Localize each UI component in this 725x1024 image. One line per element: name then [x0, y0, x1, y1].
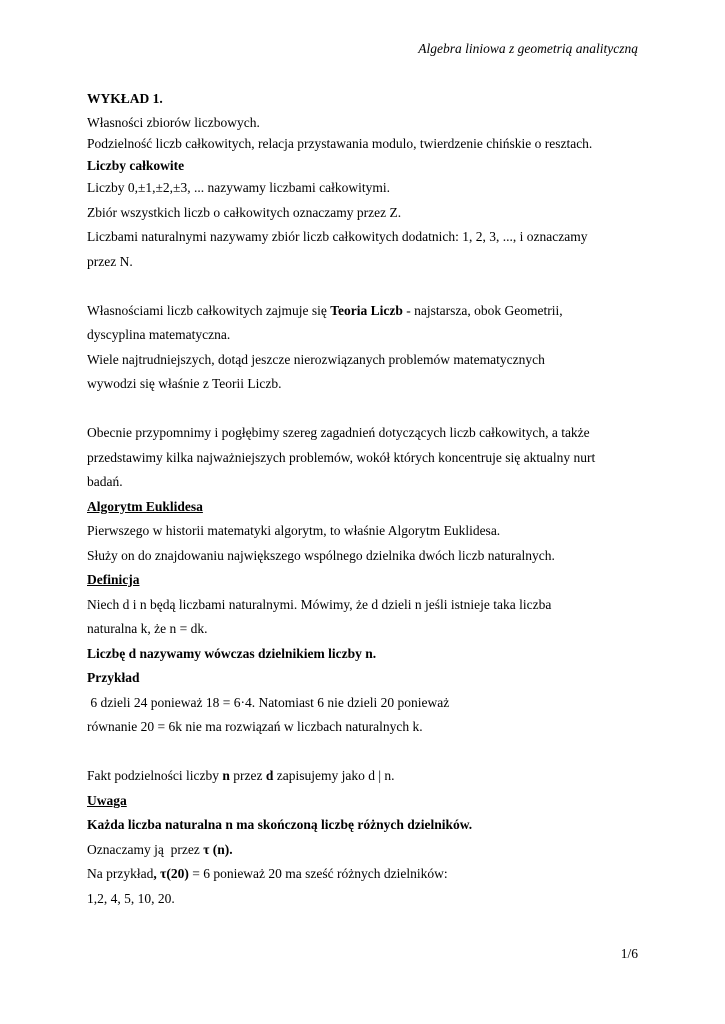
now-line-3: badań. — [87, 474, 123, 489]
int-line-2: Zbiór wszystkich liczb o całkowitych oznaczamy przez Z. — [87, 204, 402, 220]
example-line-1: 6 dzieli 24 ponieważ 18 = 6·4. Natomiast 6 nie dzieli 20 ponieważ — [87, 694, 450, 710]
heading-definition: Definicja — [87, 572, 140, 587]
int-line-1: Liczby 0,±1,±2,±3, ... nazywamy liczbami całkowitymi. — [87, 180, 391, 195]
document-body — [87, 87, 647, 911]
heading-example: Przykład — [87, 670, 140, 685]
note-line-3: Na przykład, τ(20) = 6 ponieważ 20 ma sześć różnych dzielników: — [87, 866, 448, 881]
lecture-title: WYKŁAD 1. — [87, 91, 163, 106]
def-line-3: Liczbę d nazywamy wówczas dzielnikiem liczby n. — [87, 645, 377, 661]
heading-note: Uwaga — [87, 792, 127, 808]
theory-line-4: wywodzi się właśnie z Teorii Liczb. — [87, 376, 282, 391]
heading-euclid: Algorytm Euklidesa — [87, 498, 203, 514]
def-line-2: naturalna k, że n = dk. — [87, 621, 208, 636]
theory-line-3: Wiele najtrudniejszych, dotąd jeszcze nierozwiązanych problemów matematycznych — [87, 351, 545, 367]
note-line-1: Każda liczba naturalna n ma skończoną liczbę różnych dzielników. — [87, 817, 473, 832]
int-line-3: Liczbami naturalnymi nazywamy zbiór liczb całkowitych dodatnich: 1, 2, 3, ..., i oznaczamy — [87, 229, 588, 244]
page-number: 1/6 — [620, 946, 638, 961]
euclid-line-2: Służy on do znajdowaniu największego wspólnego dzielnika dwóch liczb naturalnych. — [87, 547, 555, 563]
euclid-line-1: Pierwszego w historii matematyki algorytm, to właśnie Algorytm Euklidesa. — [87, 523, 501, 538]
heading-integers: Liczby całkowite — [87, 157, 185, 173]
now-line-1: Obecnie przypomnimy i pogłębimy szereg zagadnień dotyczących liczb całkowitych, a także — [87, 425, 590, 440]
fact-line: Fakt podzielności liczby n przez d zapisujemy jako d | n. — [87, 768, 395, 783]
note-line-4: 1,2, 4, 5, 10, 20. — [87, 890, 175, 906]
subtitle-1: Własności zbiorów liczbowych. — [87, 114, 260, 130]
running-header: Algebra liniowa z geometrią analityczną — [418, 41, 638, 56]
subtitle-2: Podzielność liczb całkowitych, relacja przystawania modulo, twierdzenie chińskie o resztach. — [87, 136, 593, 151]
def-line-1: Niech d i n będą liczbami naturalnymi. Mówimy, że d dzieli n jeśli istnieje taka liczba — [87, 596, 552, 612]
int-line-4: przez N. — [87, 253, 133, 269]
example-line-2: równanie 20 = 6k nie ma rozwiązań w liczbach naturalnych k. — [87, 719, 423, 734]
theory-line-2: dyscyplina matematyczna. — [87, 327, 231, 342]
note-line-2: Oznaczamy ją przez τ (n). — [87, 841, 233, 857]
theory-line-1: Własnościami liczb całkowitych zajmuje się Teoria Liczb - najstarsza, obok Geometrii, — [87, 302, 563, 318]
now-line-2: przedstawimy kilka najważniejszych problemów, wokół których koncentruje się aktualny nurt — [87, 449, 596, 465]
